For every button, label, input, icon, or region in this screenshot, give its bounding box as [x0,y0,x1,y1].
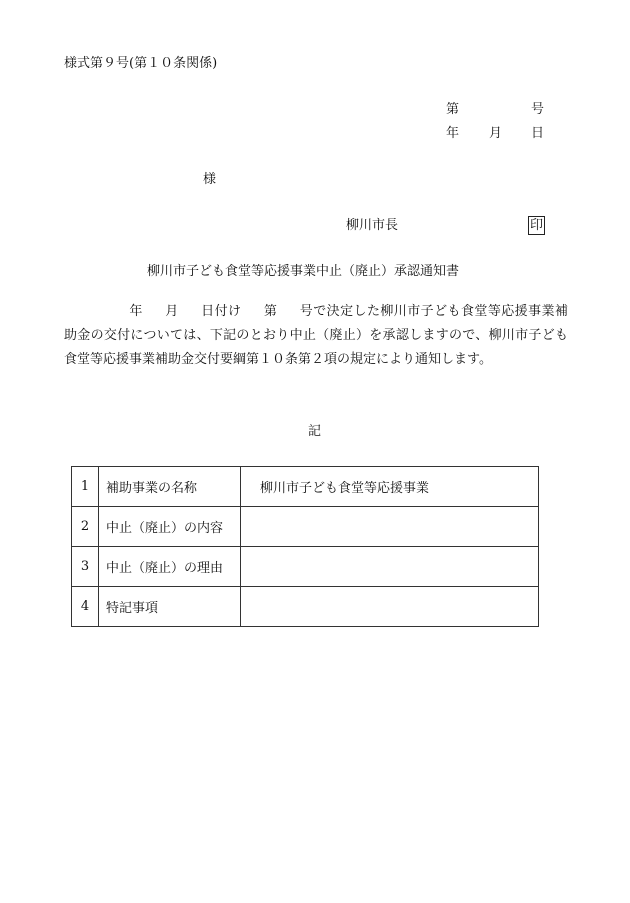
row-number: 3 [72,547,99,587]
table-row [72,587,539,627]
body-main: 号で決定した柳川市子ども食堂等応援事業補助金の交付については、下記のとおり中止（廃止）を承認しますので、柳川市子ども食堂等応援事業補助金交付要綱第１０条第２項の規定により通知します。 [64,304,568,367]
row-value [241,507,539,547]
ki-heading: 記 [308,424,322,439]
issuer: 柳川市長 [346,218,399,233]
date-day: 日 [531,126,545,141]
document-title: 柳川市子ども食堂等応援事業中止（廃止）承認通知書 [147,264,460,279]
date-month: 月 [489,126,503,141]
number-dai: 第 [446,102,460,117]
row-value [241,547,539,587]
table-row [72,507,539,547]
row-label: 中止（廃止）の理由 [99,547,241,587]
row-label: 特記事項 [99,587,241,627]
body-dai: 第 [263,304,278,319]
seal-mark: 印 [530,218,544,233]
table-row [72,467,539,507]
row-label: 補助事業の名称 [99,467,241,507]
row-number: 1 [72,467,99,507]
table-row [72,547,539,587]
items-table [71,466,539,627]
recipient-suffix: 様 [203,172,217,187]
row-number: 2 [72,507,99,547]
body-month: 月 [164,304,179,319]
body-year: 年 [129,304,143,319]
row-value [241,587,539,627]
row-value: 柳川市子ども食堂等応援事業 [241,467,539,507]
row-label: 中止（廃止）の内容 [99,507,241,547]
number-go: 号 [531,102,545,117]
body-paragraph [64,300,568,372]
row-number: 4 [72,587,99,627]
body-day-dated: 日付け [200,304,242,319]
date-year: 年 [446,126,460,141]
form-label: 様式第９号(第１０条関係) [64,56,218,71]
